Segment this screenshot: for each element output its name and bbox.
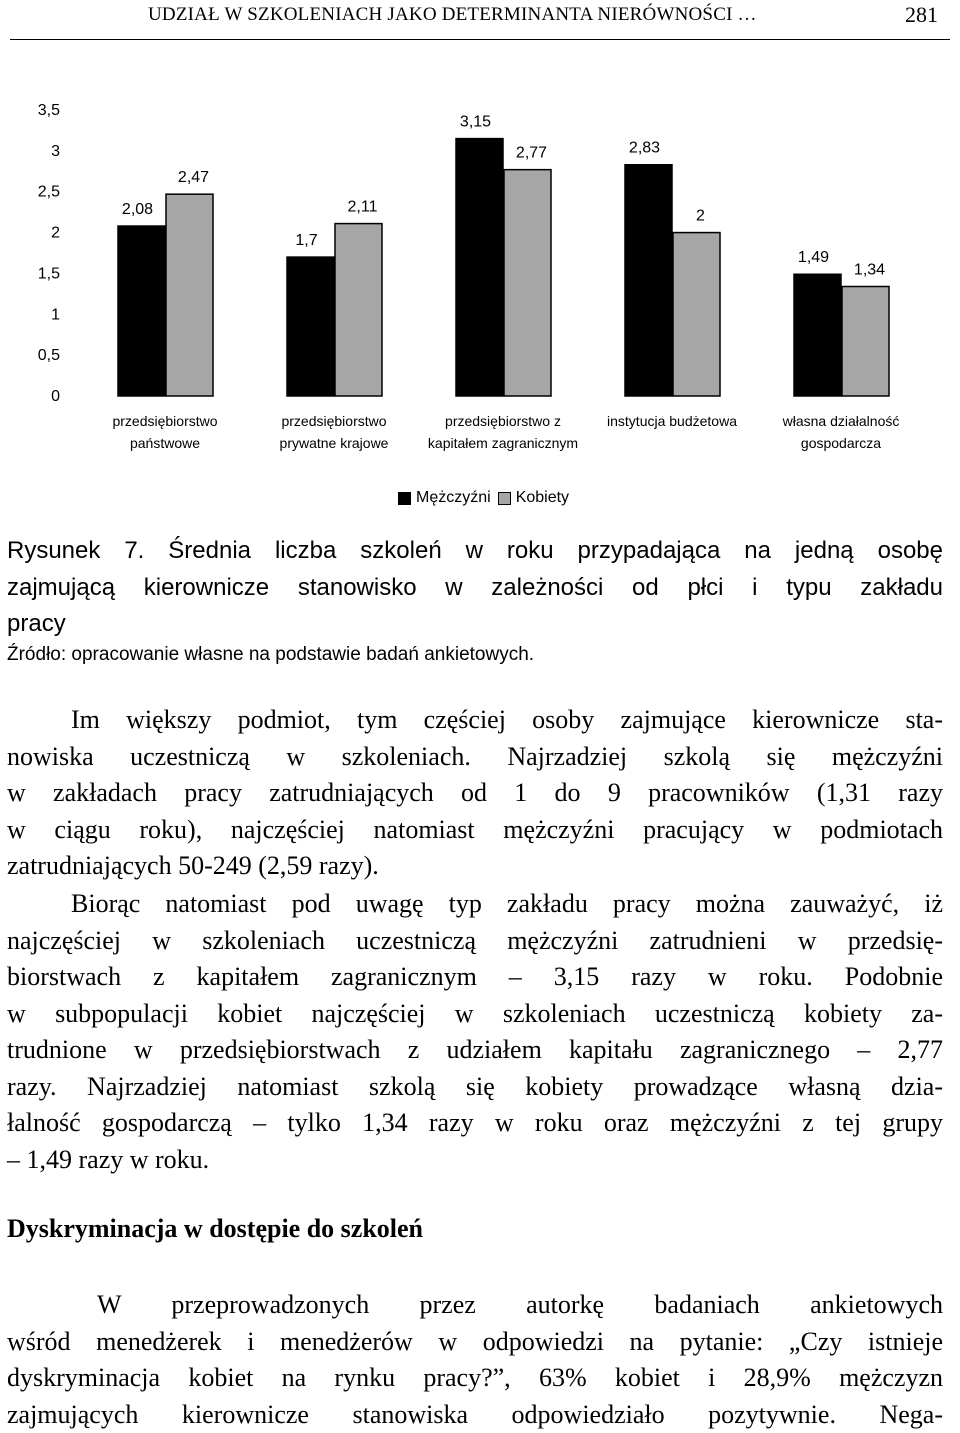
paragraph-line: w subpopulacji kobiet najczęściej w szkoleniach uczestniczą kobiety za- [7,996,943,1033]
x-tick-label: państwowe [130,435,200,451]
x-tick-label: gospodarcza [801,435,881,451]
data-label: 2,47 [178,169,209,186]
caption-line: Rysunek 7. Średnia liczba szkoleń w roku przypadająca na jedną osobę [7,533,943,570]
data-label: 2,11 [348,199,378,216]
y-tick-label: 2,5 [38,184,60,201]
legend-swatch-men [398,492,411,505]
x-tick-label: przedsiębiorstwo z [445,413,561,429]
paragraph-line: Biorąc natomiast pod uwagę typ zakładu pracy można zauważyć, iż [7,886,943,923]
paragraph-line: w zakładach pracy zatrudniających od 1 do 9 pracowników (1,31 razy [7,775,943,812]
x-tick-label: instytucja budżetowa [607,413,737,429]
legend-label-women: Kobiety [516,489,569,507]
bar [287,257,334,396]
legend-swatch-women [498,492,511,505]
paragraph-line: W przeprowadzonych przez autorkę badaniach ankietowych [7,1287,943,1324]
bar [335,224,382,396]
paragraph [7,702,943,885]
chart-legend [398,488,576,508]
data-label: 1,34 [854,262,885,279]
figure-caption [7,533,943,643]
paragraph-line: trudnione w przedsiębiorstwach z udziałem kapitału zagranicznego – 2,77 [7,1032,943,1069]
y-tick-label: 3 [51,143,60,160]
paragraph-line: Im większy podmiot, tym częściej osoby zajmujące kierownicze sta- [7,702,943,739]
x-tick-label: przedsiębiorstwo [112,413,217,429]
paragraph-line: najczęściej w szkoleniach uczestniczą mężczyźni zatrudnieni w przedsię- [7,923,943,960]
y-tick-label: 2 [51,225,60,242]
paragraph-line: zajmujących kierownicze stanowiska odpowiedziało pozytywnie. Nega- [7,1397,943,1433]
paragraph-line: – 1,49 razy w roku. [7,1142,943,1179]
bar [673,233,720,396]
data-label: 2,08 [122,201,153,218]
section-heading: Dyskryminacja w dostępie do szkoleń [7,1211,423,1247]
caption-line: zajmującą kierownicze stanowisko w zależności od płci i typu zakładu [7,570,943,607]
bar [456,139,503,396]
data-label: 1,49 [798,249,829,266]
data-label: 1,7 [295,232,317,249]
bar [625,165,672,396]
x-tick-label: kapitałem zagranicznym [428,435,578,451]
x-tick-label: prywatne krajowe [280,435,389,451]
running-title: UDZIAŁ W SZKOLENIACH JAKO DETERMINANTA NIERÓWNOŚCI … [148,4,757,26]
y-tick-label: 3,5 [38,102,60,119]
paragraph-line: zatrudniających 50-249 (2,59 razy). [7,848,943,885]
x-tick-label: własna działalność [782,413,900,429]
paragraph-line: razy. Najrzadziej natomiast szkolą się kobiety prowadzące własną dzia- [7,1069,943,1106]
paragraph-line: w ciągu roku), najczęściej natomiast mężczyźni pracujący w podmiotach [7,812,943,849]
data-label: 2,83 [629,140,660,157]
paragraph-line: nowiska uczestniczą w szkoleniach. Najrzadziej szkolą się mężczyźni [7,739,943,776]
paragraph-line: wśród menedżerek i menedżerów w odpowiedzi na pytanie: „Czy istnieje [7,1324,943,1361]
data-label: 2,77 [516,145,547,162]
x-tick-label: przedsiębiorstwo [281,413,386,429]
y-tick-label: 0,5 [38,347,60,364]
paragraph-line: biorstwach z kapitałem zagranicznym – 3,15 razy w roku. Podobnie [7,959,943,996]
paragraph [7,1287,943,1433]
bar [842,287,889,396]
bar [794,274,841,396]
bar [118,226,165,396]
figure-source: Źródło: opracowanie własne na podstawie badań ankietowych. [7,642,943,668]
data-label: 3,15 [460,114,491,131]
paragraph-line: dyskryminacja kobiet na rynku pracy?”, 63% kobiet i 28,9% mężczyzn [7,1360,943,1397]
caption-line: pracy [7,606,943,643]
header-rule [10,39,950,40]
paragraph [7,886,943,1178]
legend-label-men: Mężczyźni [416,489,491,507]
running-header [0,0,960,40]
data-label: 2 [696,208,705,225]
y-tick-label: 1 [51,306,60,323]
y-tick-label: 1,5 [38,265,60,282]
bar-chart [0,90,960,470]
paragraph-line: łalność gospodarczą – tylko 1,34 razy w roku oraz mężczyźni z tej grupy [7,1105,943,1142]
y-tick-label: 0 [51,388,60,405]
bar [504,170,551,396]
page-number: 281 [905,2,938,28]
bar [166,194,213,396]
